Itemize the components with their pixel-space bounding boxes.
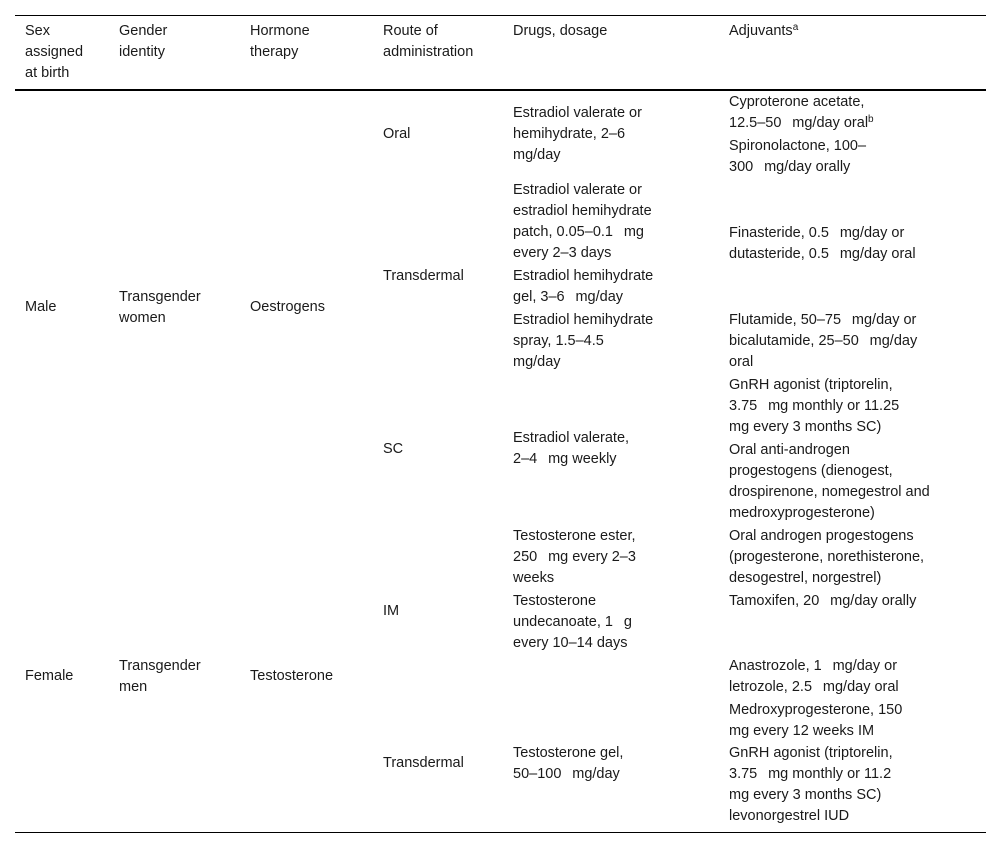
- header-route: Route of administration: [383, 23, 474, 60]
- adj-oral-androgen: Oral androgen progestogens (progesterone, norethisterone, desogestrel, norgestrel): [729, 528, 925, 586]
- header-adjuvants: Adjuvants$^a$: [729, 22, 799, 39]
- drug-testosterone-undecanoate: Testosterone undecanoate, 1 g every 10–14 days: [513, 593, 632, 651]
- drug-estradiol-gel: Estradiol hemihydrate gel, 3–6 mg/day: [513, 268, 654, 305]
- route-oral: Oral: [383, 126, 411, 142]
- drug-estradiol-sc: Estradiol valerate, 2–4 mg weekly: [513, 430, 630, 467]
- header-drugs: Drugs, dosage: [513, 23, 608, 39]
- table-top-rule: [15, 15, 986, 16]
- drug-estradiol-patch: Estradiol valerate or estradiol hemihydrate patch, 0.05–0.1 mg every 2–3 days: [513, 182, 652, 261]
- header-sex: Sex assigned at birth: [25, 23, 84, 81]
- route-transdermal-men: Transdermal: [383, 755, 464, 771]
- adj-levonorgestrel-iud: levonorgestrel IUD: [729, 808, 850, 824]
- route-transdermal-women: Transdermal: [383, 268, 464, 284]
- adj-tamoxifen: Tamoxifen, 20 mg/day orally: [729, 593, 917, 609]
- table-bottom-rule: [15, 832, 986, 833]
- adj-medroxyprogesterone: Medroxyprogesterone, 150 mg every 12 weeks IM: [729, 702, 903, 739]
- header-hormone: Hormone therapy: [250, 23, 310, 60]
- drug-testosterone-gel: Testosterone gel, 50–100 mg/day: [513, 745, 624, 782]
- route-sc: SC: [383, 441, 404, 457]
- adj-flutamide: Flutamide, 50–75 mg/day or bicalutamide, 25–50 mg/day oral: [729, 312, 918, 370]
- adj-gnrh-men: GnRH agonist (triptorelin, 3.75 mg monthly or 11.2 mg every 3 months SC): [729, 745, 893, 803]
- drug-estradiol-oral: Estradiol valerate or hemihydrate, 2–6 mg/day: [513, 105, 642, 163]
- adj-cyproterone: Cyproterone acetate, 12.5–50 mg/day oral$^b$: [729, 94, 874, 131]
- women-gender: Transgender women: [119, 289, 201, 326]
- women-hormone: Oestrogens: [250, 299, 325, 315]
- header-gender: Gender identity: [119, 23, 168, 60]
- adj-anastrozole: Anastrozole, 1 mg/day or letrozole, 2.5 mg/day oral: [729, 658, 899, 695]
- header-bottom-rule: [15, 89, 986, 91]
- adj-spironolactone: Spironolactone, 100– 300 mg/day orally: [729, 138, 867, 175]
- men-gender: Transgender men: [119, 658, 201, 695]
- drug-testosterone-ester: Testosterone ester, 250 mg every 2–3 weeks: [513, 528, 636, 586]
- men-hormone: Testosterone: [250, 668, 334, 684]
- men-sex: Female: [25, 668, 74, 684]
- adj-gnrh-women: GnRH agonist (triptorelin, 3.75 mg monthly or 11.25 mg every 3 months SC): [729, 377, 900, 435]
- adj-oral-antiandrogen: Oral anti-androgen progestogens (dienogest, drospirenone, nomegestrol and medroxyprogesterone): [729, 442, 930, 521]
- women-sex: Male: [25, 299, 57, 315]
- drug-estradiol-spray: Estradiol hemihydrate spray, 1.5–4.5 mg/day: [513, 312, 654, 370]
- route-im: IM: [383, 603, 400, 619]
- adj-finasteride: Finasteride, 0.5 mg/day or dutasteride, 0.5 mg/day oral: [729, 225, 916, 262]
